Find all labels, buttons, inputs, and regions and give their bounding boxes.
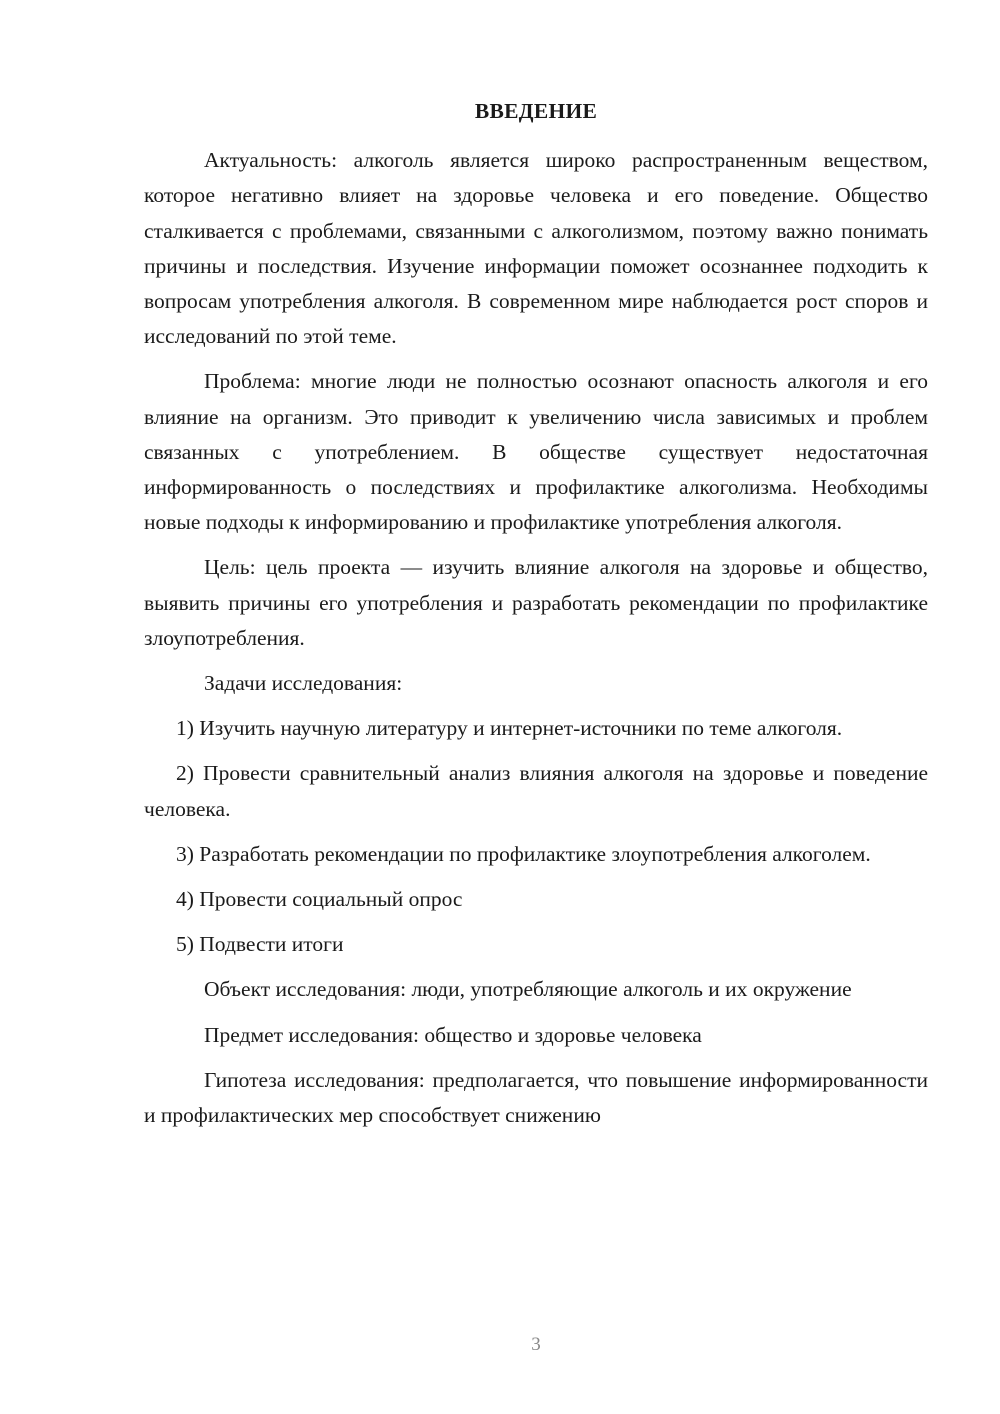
list-item: 3) Разработать рекомендации по профилактике злоупотребления алкоголем. — [176, 841, 871, 866]
list-item: 4) Провести социальный опрос — [176, 887, 463, 912]
paragraph-problem: Проблема: многие люди не полностью осознают опасность алкоголя и его влияние на организм. Это приводит к увеличению числа зависимых и проблем связанных с употреблением. В обществе существует недостаточная информированность о последствиях и профилактике алкоголизма. Необходимы новые подходы к информированию и профилактике употребления алкоголя. — [144, 369, 928, 535]
paragraph-tasks-intro: Задачи исследования: — [204, 671, 403, 696]
section-heading: ВВЕДЕНИЕ — [474, 99, 598, 123]
list-item: 1) Изучить научную литературу и интернет-источники по теме алкоголя. — [176, 716, 843, 741]
paragraph-subject: Предмет исследования: общество и здоровье человека — [204, 1022, 702, 1047]
list-item: 5) Подвести итоги — [176, 932, 344, 957]
paragraph-relevance: Актуальность: алкоголь является широко распространенным веществом, которое негативно влияет на здоровье человека и его поведение. Общество сталкивается с проблемами, связанными с алкоголизмом, поэтому важно понимать причины и последствия. Изучение информации поможет осознаннее подходить к вопросам употребления алкоголя. В современном мире наблюдается рост споров и исследований по этой теме. — [144, 148, 928, 349]
paragraph-hypothesis: Гипотеза исследования: предполагается, что повышение информированности и профилактических мер способствует снижению — [144, 1067, 928, 1128]
paragraph-goal: Цель: цель проекта — изучить влияние алкоголя на здоровье и общество, выявить причины его употребления и разработать рекомендации по профилактике злоупотребления. — [144, 555, 928, 650]
paragraph-object: Объект исследования: люди, употребляющие алкоголь и их окружение — [204, 977, 852, 1002]
list-item: 2) Провести сравнительный анализ влияния алкоголя на здоровье и поведение человека. — [144, 761, 928, 821]
tasks-list — [144, 711, 928, 962]
page-number: 3 — [531, 1334, 541, 1355]
document-page — [144, 94, 928, 1133]
